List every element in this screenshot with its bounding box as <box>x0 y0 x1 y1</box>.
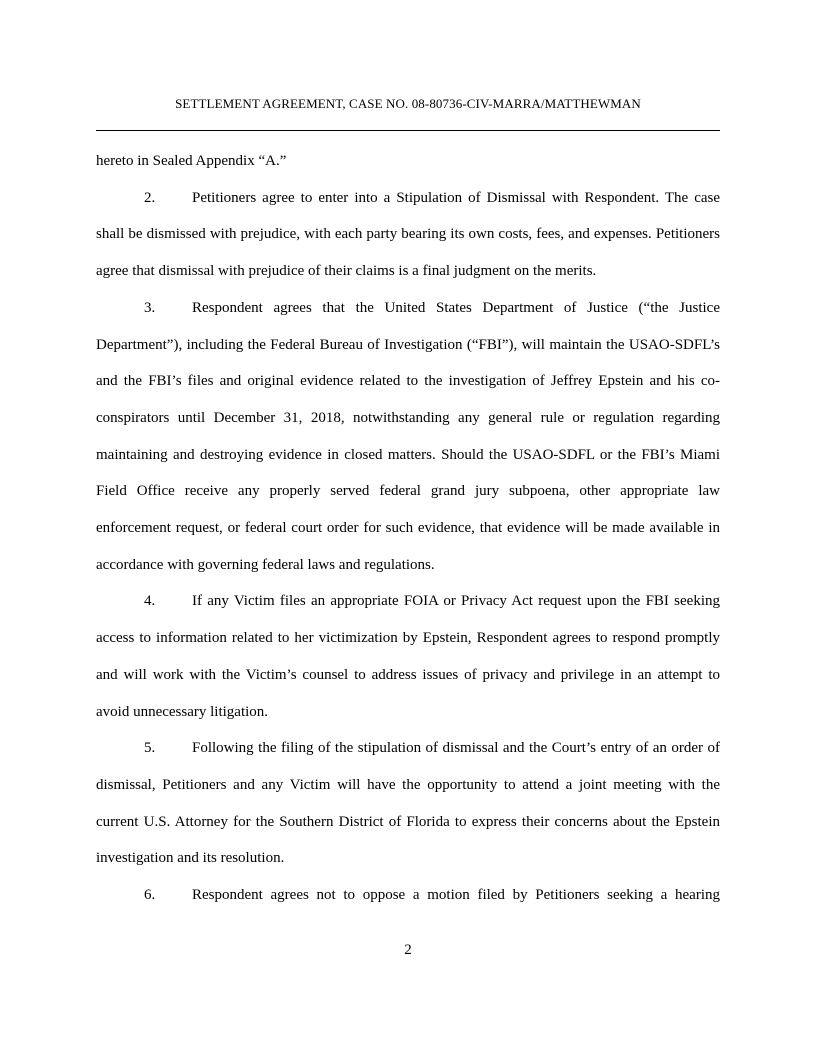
header-title: SETTLEMENT AGREEMENT, CASE NO. 08-80736-CIV-MARRA/MATTHEWMAN <box>175 96 641 111</box>
paragraph-6 <box>96 877 720 914</box>
paragraph-number: 3. <box>144 299 156 316</box>
paragraph-number: 4. <box>144 593 156 610</box>
paragraph-text: If any Victim files an appropriate FOIA or Privacy Act request upon the FBI seeking access to information related to her victimization by Epstein, Respondent agrees to respond promptly and will work with the Victim’s counsel to address issues of privacy and privilege in an attempt to avoid unnecessary litigation. <box>96 593 720 720</box>
page-number: 2 <box>404 942 412 958</box>
paragraph-text: Respondent agrees that the United States Department of Justice (“the Justice Department”), including the Federal Bureau of Investigation (“FBI”), will maintain the USAO-SDFL’s and the FBI’s files and original evidence related to the investigation of Jeffrey Epstein and his co-conspirators until December 31, 2018, notwithstanding any general rule or regulation regarding maintaining and destroying evidence in closed matters. Should the USAO-SDFL or the FBI’s Miami Field Office receive any properly served federal grand jury subpoena, other appropriate law enforcement request, or federal court order for such evidence, that evidence will be made available in accordance with governing federal laws and regulations. <box>96 299 720 573</box>
paragraph-5 <box>96 730 720 877</box>
paragraph-text: Following the filing of the stipulation of dismissal and the Court’s entry of an order of dismissal, Petitioners and any Victim will have the opportunity to attend a joint meeting with the current U.S. Attorney for the Southern District of Florida to express their concerns about the Epstein investigation and its resolution. <box>96 740 720 867</box>
paragraph-number: 5. <box>144 740 156 757</box>
paragraph-4 <box>96 583 720 730</box>
paragraph-number: 6. <box>144 887 156 904</box>
paragraph-text: Petitioners agree to enter into a Stipulation of Dismissal with Respondent. The case shall be dismissed with prejudice, with each party bearing its own costs, fees, and expenses. Petitioners agree that dismissal with prejudice of their claims is a final judgment on the merits. <box>96 189 720 280</box>
paragraph-2 <box>96 180 720 290</box>
header-rule <box>96 130 720 131</box>
page-header <box>96 96 720 112</box>
continuation-text: hereto in Sealed Appendix “A.” <box>96 153 287 169</box>
paragraph-3 <box>96 290 720 584</box>
paragraph-text: Respondent agrees not to oppose a motion filed by Petitioners seeking a hearing <box>192 887 720 904</box>
paragraph-number: 2. <box>144 189 156 206</box>
document-body <box>96 143 720 914</box>
